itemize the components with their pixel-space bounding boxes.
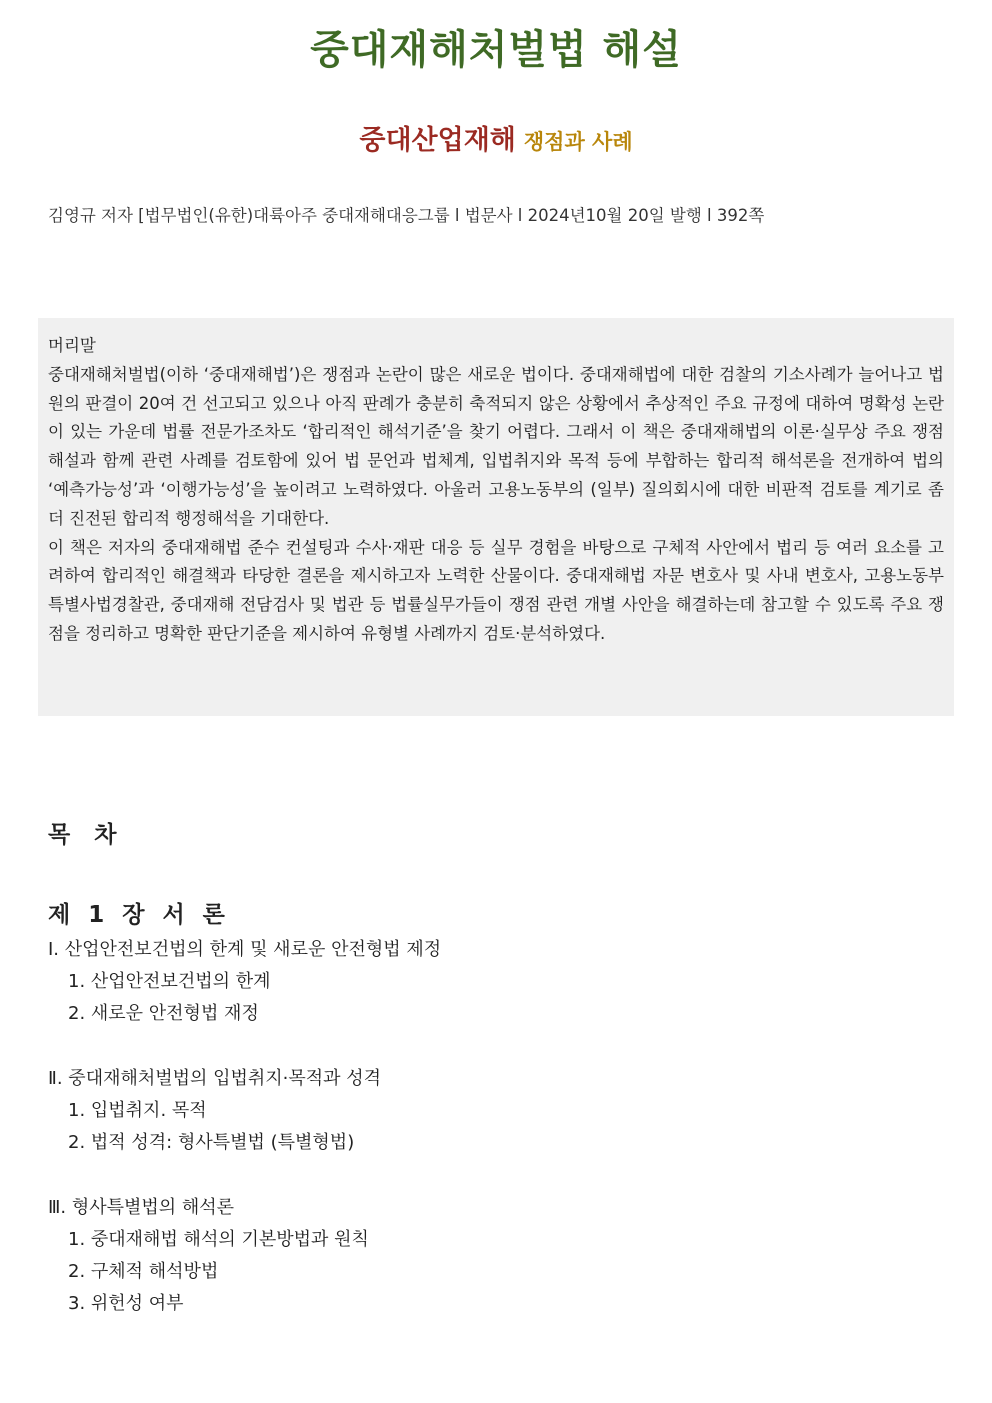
chapter-title: 제 1 장 서 론 — [48, 902, 230, 928]
toc-section-1: Ⅰ. 산업안전보건법의 한계 및 새로운 안전형법 제정 — [48, 939, 442, 960]
book-title: 중대재해처벌법 해설 — [310, 27, 682, 73]
book-subtitle — [0, 118, 992, 157]
subtitle-sub: 쟁점과 사례 — [523, 130, 633, 154]
table-of-contents — [48, 934, 948, 1320]
toc-item: 1. 입법취지. 목적 — [68, 1100, 207, 1121]
toc-heading: 목 차 — [48, 822, 125, 848]
toc-item: 2. 법적 성격: 형사특별법 (특별형법) — [68, 1132, 355, 1153]
toc-section-3: Ⅲ. 형사특별법의 해석론 — [48, 1197, 235, 1218]
toc-item: 2. 새로운 안전형법 재정 — [68, 1003, 259, 1024]
toc-item: 2. 구체적 해석방법 — [68, 1261, 219, 1282]
preface-box — [38, 318, 954, 716]
toc-section-2: Ⅱ. 중대재해처벌법의 입법취지·목적과 성격 — [48, 1068, 382, 1089]
preface-paragraph-1: 중대재해처벌법(이하 ‘중대재해법’)은 쟁점과 논란이 많은 새로운 법이다. 중대재해법에 대한 검찰의 기소사례가 늘어나고 법원의 판결이 20여 건 선고되고 있으나 아직 판례가 충분히 축적되지 않은 상황에서 추상적인 주요 규정에 대하여 명확성 논란이 있는 가운데 법률 전문가조차도 ‘합리적인 해석기준’을 찾기 어렵다. 그래서 이 책은 중대재해법의 이론·실무상 주요 쟁점 해설과 함께 관련 사례를 검토함에 있어 법 문언과 법체계, 입법취지와 목적 등에 부합하는 합리적 해석론을 전개하여 법의 ‘예측가능성’과 ‘이행가능성’을 높이려고 노력하였다. 아울러 고용노동부의 (일부) 질의회시에 대한 비판적 검토를 계기로 좀더 진전된 합리적 행정해석을 기대한다. — [48, 364, 944, 528]
subtitle-main: 중대산업재해 — [359, 125, 516, 156]
toc-item: 3. 위헌성 여부 — [68, 1293, 184, 1314]
toc-gap — [48, 1030, 948, 1063]
preface-heading: 머리말 — [48, 336, 96, 355]
preface-paragraph-2: 이 책은 저자의 중대재해법 준수 컨설팅과 수사·재판 대응 등 실무 경험을 바탕으로 구체적 사안에서 법리 등 여러 요소를 고려하여 합리적인 해결책과 타당한 결론을 제시하고자 노력한 산물이다. 중대재해법 자문 변호사 및 사내 변호사, 고용노동부 특별사법경찰관, 중대재해 전담검사 및 법관 등 법률실무가들이 쟁점 관련 개별 사안을 해결하는데 참고할 수 있도록 주요 쟁점을 정리하고 명확한 판단기준을 제시하여 유형별 사례까지 검토·분석하였다. — [48, 537, 944, 643]
toc-item: 1. 중대재해법 해석의 기본방법과 원칙 — [68, 1229, 369, 1250]
book-meta: 김영규 저자 [법무법인(유한)대륙아주 중대재해대응그룹 l 법문사 l 2024년10월 20일 발행 l 392쪽 — [48, 206, 765, 225]
toc-gap — [48, 1159, 948, 1192]
toc-item: 1. 산업안전보건법의 한계 — [68, 971, 271, 992]
